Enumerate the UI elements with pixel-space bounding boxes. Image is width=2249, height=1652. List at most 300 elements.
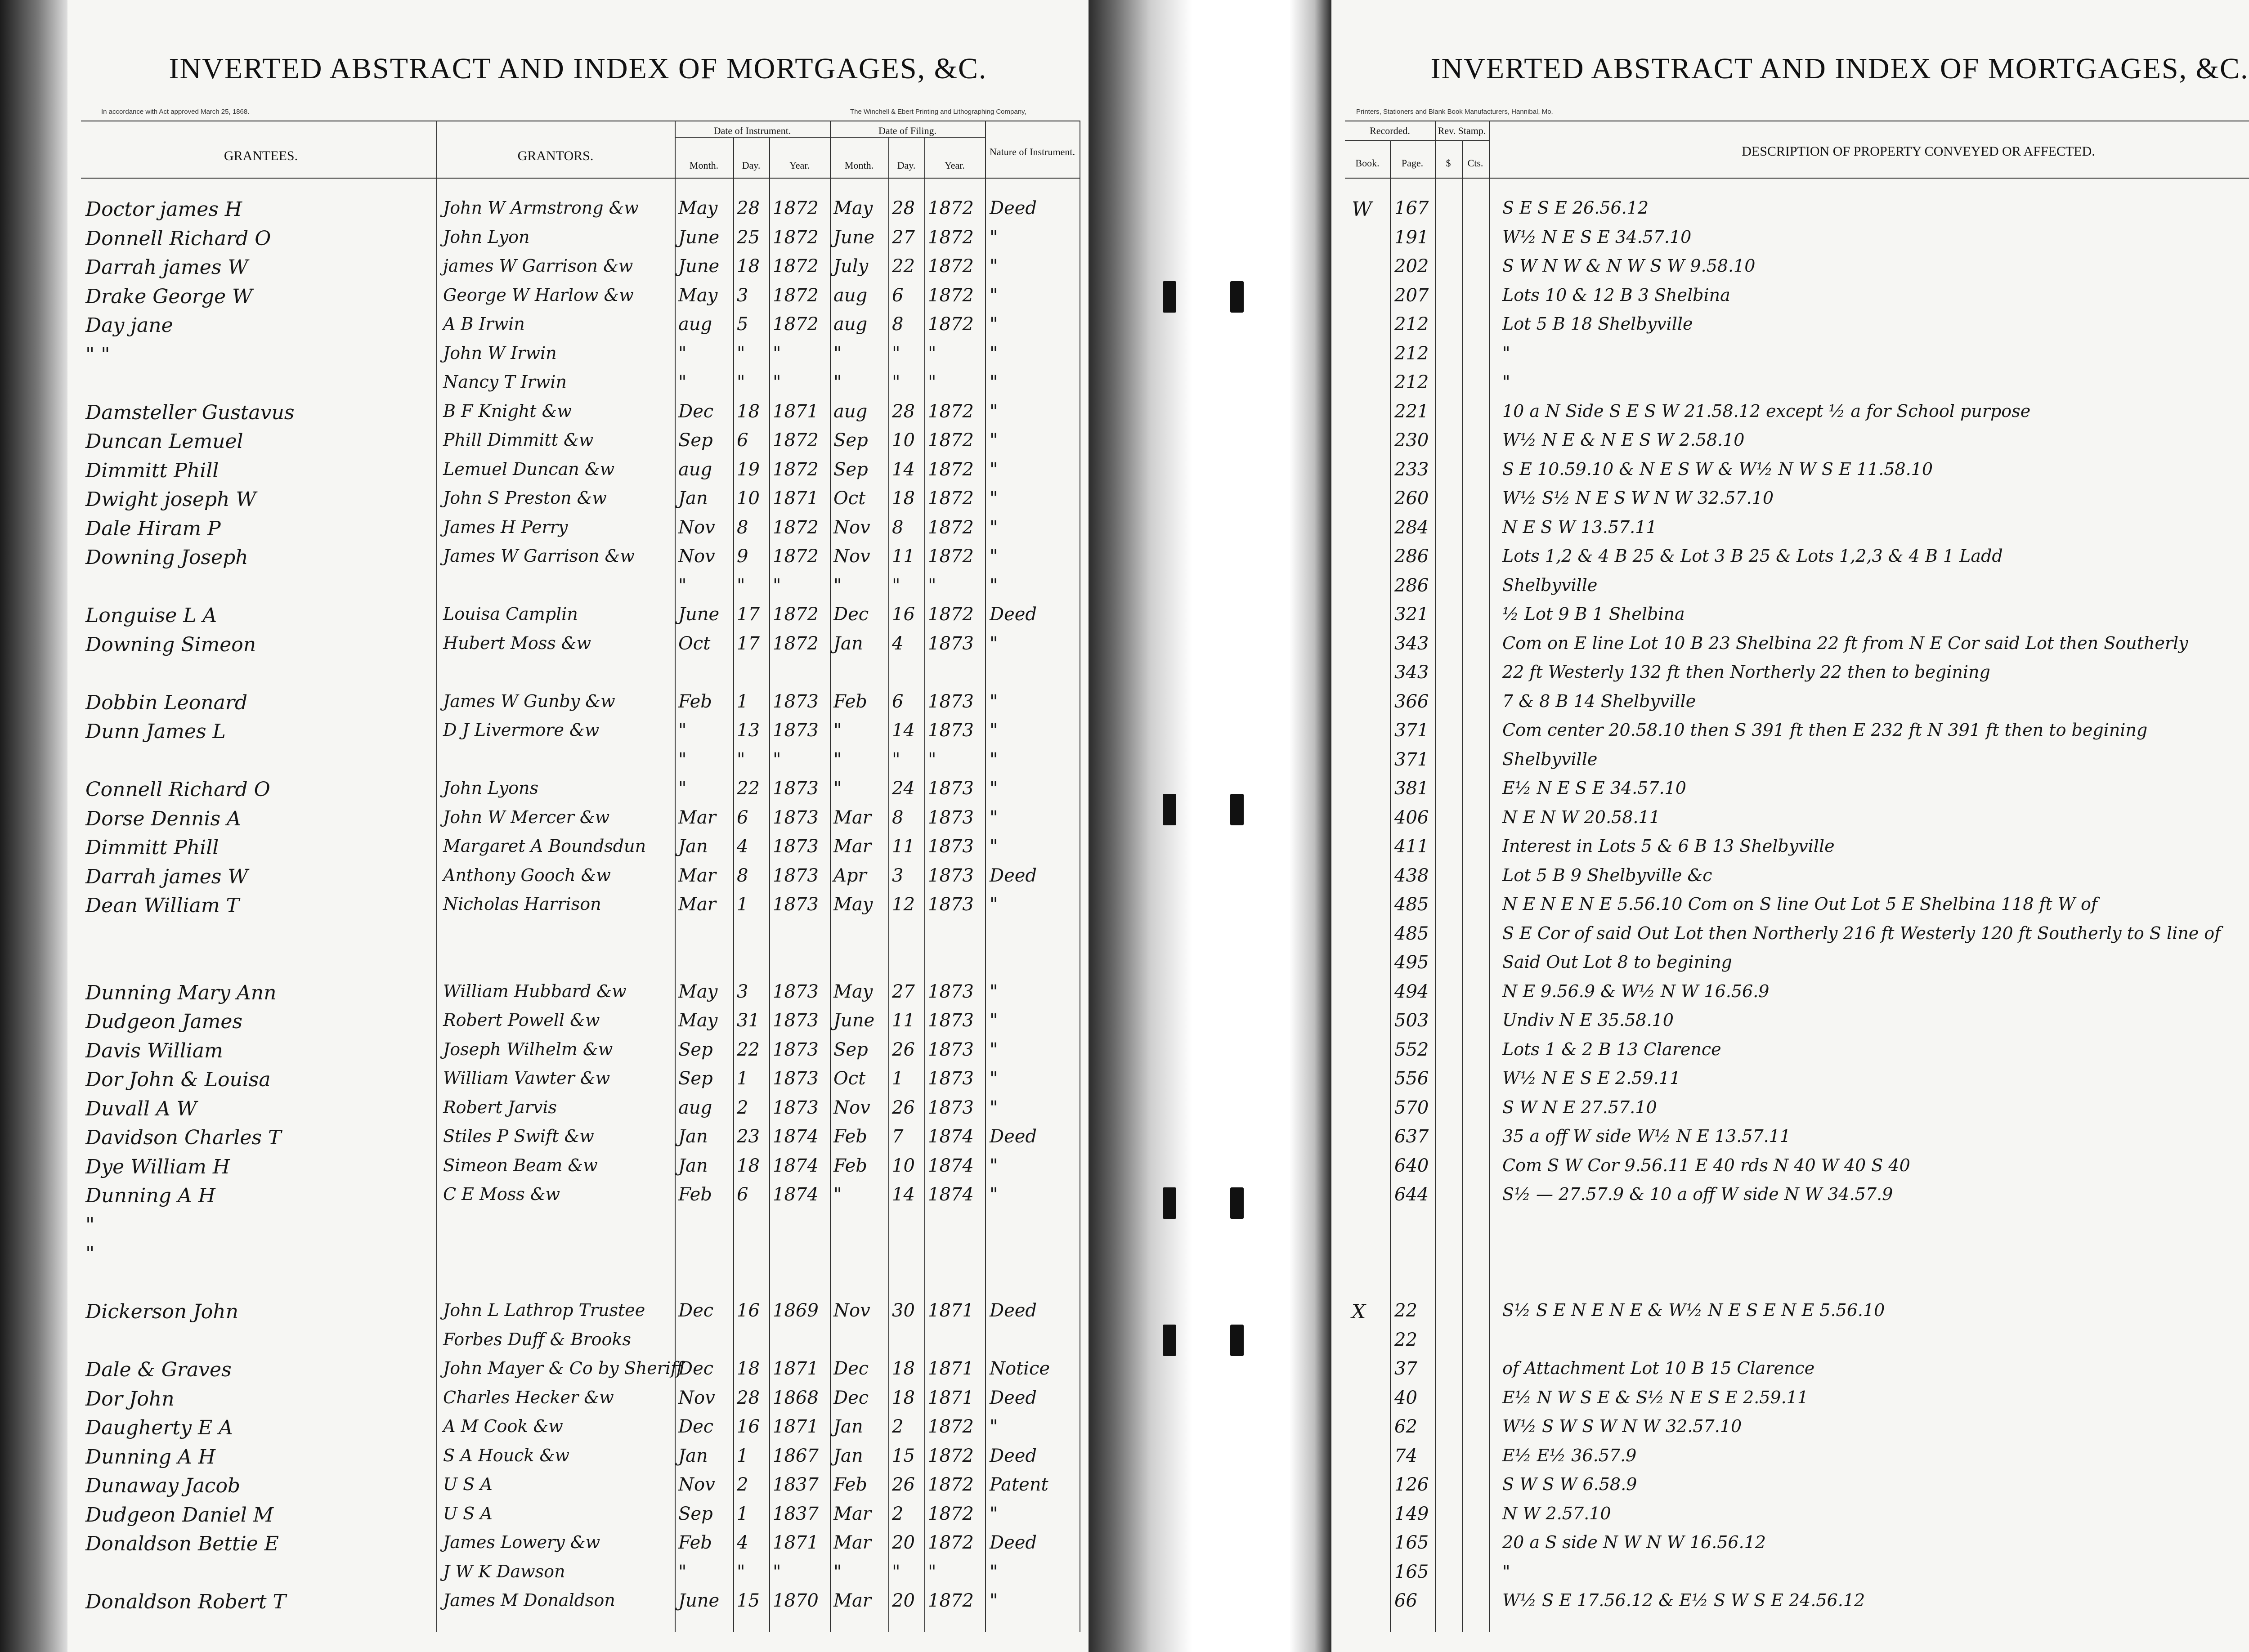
cell-fy: 1872 [928, 314, 974, 335]
cell-desc: of Attachment Lot 10 B 15 Clarence [1502, 1358, 1815, 1378]
cell-nature: " [990, 1590, 998, 1611]
cell-iy: 1872 [773, 227, 819, 248]
cell-im: Mar [678, 807, 716, 828]
cell-iy: 1873 [773, 1010, 819, 1031]
cell-page: 321 [1394, 604, 1429, 625]
cell-id: 19 [737, 459, 760, 480]
cell-grantee: Dunning Mary Ann [85, 981, 277, 1004]
col-header-page: Page. [1401, 157, 1424, 169]
cell-grantee: Davidson Charles T [85, 1126, 282, 1149]
cell-im: " [678, 343, 687, 364]
col-header-month: Month. [844, 160, 874, 171]
cell-fd: 14 [892, 459, 915, 480]
cell-nature: Deed [990, 604, 1037, 625]
cell-iy: 1872 [773, 546, 819, 567]
cell-nature: " [990, 314, 998, 335]
cell-desc: Undiv N E 35.58.10 [1502, 1010, 1674, 1030]
column-rule [888, 137, 889, 1632]
cell-grantor: John W Mercer &w [443, 807, 610, 827]
cell-page: 411 [1394, 836, 1429, 857]
column-rule [769, 137, 770, 1632]
cell-im: June [678, 227, 720, 248]
cell-page: 212 [1394, 314, 1429, 335]
cell-grantee: Dye William H [85, 1155, 230, 1178]
cell-fm: Sep [833, 459, 868, 480]
cell-im: " [678, 1561, 687, 1582]
column-rule [1462, 140, 1463, 1632]
cell-page: 202 [1394, 256, 1429, 277]
cell-id: " [737, 749, 745, 770]
cell-fm: Oct [833, 488, 866, 509]
cell-desc: Lot 5 B 9 Shelbyville &c [1502, 865, 1712, 885]
cell-nature: " [990, 633, 998, 654]
cell-iy: 1871 [773, 401, 819, 422]
cell-im: Nov [678, 546, 715, 567]
cell-fy: " [928, 343, 936, 364]
column-rule [985, 121, 986, 1632]
cell-fd: 26 [892, 1474, 915, 1495]
cell-fy: 1872 [928, 1590, 974, 1611]
cell-iy: 1872 [773, 517, 819, 538]
cell-id: 16 [737, 1300, 760, 1321]
cell-grantee: Dale & Graves [85, 1358, 232, 1381]
cell-desc: N E 9.56.9 & W½ N W 16.56.9 [1502, 981, 1770, 1001]
cell-fd: 11 [892, 1010, 915, 1031]
cell-iy: 1873 [773, 981, 819, 1002]
cell-grantor: William Hubbard &w [443, 981, 627, 1001]
cell-fm: May [833, 198, 873, 219]
cell-grantee: Downing Joseph [85, 546, 248, 569]
cell-fm: Dec [833, 1358, 869, 1379]
cell-page: 212 [1394, 372, 1429, 393]
cell-desc: Shelbyville [1502, 575, 1598, 595]
cell-page: 62 [1394, 1416, 1417, 1437]
cell-fm: Mar [833, 836, 871, 857]
cell-im: June [678, 604, 720, 625]
cell-fd: 4 [892, 633, 904, 654]
cell-desc: W½ S½ N E S W N W 32.57.10 [1502, 488, 1774, 508]
cell-desc: S E S E 26.56.12 [1502, 198, 1649, 218]
cell-grantee: Dunning A H [85, 1445, 215, 1468]
cell-fd: 6 [892, 285, 904, 306]
right-ledger-page [1331, 0, 2249, 1652]
cell-desc: S W N E 27.57.10 [1502, 1097, 1657, 1117]
cell-fy: 1872 [928, 604, 974, 625]
cell-im: aug [678, 459, 712, 480]
cell-desc: N E S W 13.57.11 [1502, 517, 1657, 537]
cell-fd: 11 [892, 546, 915, 567]
cell-iy: 1873 [773, 1068, 819, 1089]
cell-fm: " [833, 575, 842, 596]
cell-grantor: U S A [443, 1503, 493, 1523]
cell-grantor: Charles Hecker &w [443, 1387, 614, 1407]
cell-nature: " [990, 227, 998, 248]
cell-iy: 1873 [773, 865, 819, 886]
cell-fy: 1872 [928, 488, 974, 509]
cell-fm: May [833, 981, 873, 1002]
cell-page: 406 [1394, 807, 1429, 828]
cell-im: Dec [678, 1358, 714, 1379]
cell-desc: N E N W 20.58.11 [1502, 807, 1660, 827]
binding-shadow-left [1089, 0, 1192, 1652]
cell-fd: 8 [892, 807, 904, 828]
cell-id: 9 [737, 546, 748, 567]
cell-iy: 1873 [773, 691, 819, 712]
column-rule [924, 137, 925, 1632]
cell-grantor: Anthony Gooch &w [443, 865, 611, 885]
cell-fd: 24 [892, 778, 915, 799]
cell-page: 191 [1394, 227, 1429, 248]
cell-grantor: James W Gunby &w [443, 691, 615, 711]
cell-fy: 1871 [928, 1300, 974, 1321]
cell-desc: E½ E½ 36.57.9 [1502, 1445, 1637, 1465]
cell-iy: 1868 [773, 1387, 819, 1408]
cell-fd: 7 [892, 1126, 904, 1147]
cell-im: " [678, 749, 687, 770]
cell-iy: 1871 [773, 1358, 819, 1379]
cell-fy: 1872 [928, 546, 974, 567]
cell-im: Dec [678, 1300, 714, 1321]
cell-fy: 1872 [928, 1503, 974, 1524]
cell-desc: Lots 10 & 12 B 3 Shelbina [1502, 285, 1730, 305]
binder-hole [1163, 1325, 1176, 1356]
col-header-rev-stamp: Rev. Stamp. [1438, 125, 1486, 136]
cell-fm: Feb [833, 1126, 867, 1147]
cell-fy: " [928, 372, 936, 393]
cell-fm: " [833, 1561, 842, 1582]
cell-id: 1 [737, 1503, 748, 1524]
cell-page: 212 [1394, 343, 1429, 364]
cell-fm: Jan [833, 633, 863, 654]
cell-id: 28 [737, 1387, 760, 1408]
cell-nature: Deed [990, 1300, 1037, 1321]
cell-desc: Lots 1 & 2 B 13 Clarence [1502, 1039, 1721, 1059]
cell-page: 644 [1394, 1184, 1429, 1205]
cell-im: May [678, 285, 718, 306]
cell-page: 485 [1394, 923, 1429, 944]
cell-fm: " [833, 720, 842, 741]
cell-im: Feb [678, 1184, 712, 1205]
cell-id: 16 [737, 1416, 760, 1437]
cell-fm: Oct [833, 1068, 866, 1089]
cell-nature: " [990, 720, 998, 741]
cell-fd: 12 [892, 894, 915, 915]
cell-page: 343 [1394, 633, 1429, 654]
column-rule [1390, 140, 1391, 1632]
cell-grantee: Damsteller Gustavus [85, 401, 295, 424]
cell-fy: 1874 [928, 1155, 974, 1176]
cell-grantor: James H Perry [443, 517, 568, 537]
cell-nature: " [990, 575, 998, 596]
cell-fd: 10 [892, 430, 915, 451]
cell-fm: Jan [833, 1416, 863, 1437]
cell-desc: W½ S W S W N W 32.57.10 [1502, 1416, 1742, 1436]
scan-edge-left [0, 0, 67, 1652]
cell-fy: 1873 [928, 1010, 974, 1031]
cell-desc: E½ N E S E 34.57.10 [1502, 778, 1686, 798]
cell-grantee: Dimmitt Phill [85, 836, 219, 859]
cell-fm: Nov [833, 517, 870, 538]
cell-grantor: John S Preston &w [443, 488, 607, 508]
cell-nature: Deed [990, 198, 1037, 219]
cell-grantor: Simeon Beam &w [443, 1155, 598, 1175]
cell-grantee: Dunning A H [85, 1184, 215, 1207]
cell-id: 28 [737, 198, 760, 219]
cell-im: Sep [678, 1503, 713, 1524]
cell-nature: " [990, 1039, 998, 1060]
cell-iy: 1871 [773, 488, 819, 509]
cell-id: 18 [737, 1358, 760, 1379]
cell-fy: 1873 [928, 836, 974, 857]
cell-fd: " [892, 1561, 900, 1582]
cell-desc: Com center 20.58.10 then S 391 ft then E 232 ft N 391 ft then to begining [1502, 720, 2148, 740]
cell-id: 18 [737, 256, 760, 277]
cell-grantee: Day jane [85, 314, 173, 337]
cell-im: aug [678, 1097, 712, 1118]
cell-grantor: Robert Jarvis [443, 1097, 557, 1117]
cell-im: " [678, 720, 687, 741]
cell-grantor: A B Irwin [443, 314, 525, 334]
cell-id: 15 [737, 1590, 760, 1611]
cell-page: 552 [1394, 1039, 1429, 1060]
cell-page: 165 [1394, 1532, 1429, 1553]
cell-grantor: U S A [443, 1474, 493, 1494]
cell-nature: Notice [990, 1358, 1050, 1379]
cell-nature: " [990, 372, 998, 393]
cell-desc: 7 & 8 B 14 Shelbyville [1502, 691, 1696, 711]
cell-fm: Mar [833, 1503, 871, 1524]
cell-id: " [737, 372, 745, 393]
cell-im: Nov [678, 1387, 715, 1408]
cell-page: 556 [1394, 1068, 1429, 1089]
column-rule [830, 121, 831, 1632]
cell-desc: W½ N E S E 2.59.11 [1502, 1068, 1681, 1088]
cell-id: 13 [737, 720, 760, 741]
cell-fd: 14 [892, 1184, 915, 1205]
cell-id: 17 [737, 604, 760, 625]
binder-hole [1230, 1325, 1244, 1356]
cell-iy: 1872 [773, 633, 819, 654]
cell-grantor: Forbes Duff & Brooks [443, 1329, 631, 1349]
cell-desc: 35 a off W side W½ N E 13.57.11 [1502, 1126, 1791, 1146]
cell-iy: " [773, 575, 781, 596]
cell-iy: 1871 [773, 1416, 819, 1437]
cell-grantor: J W K Dawson [443, 1561, 565, 1581]
cell-id: 10 [737, 488, 760, 509]
column-rule [675, 121, 676, 1632]
cell-nature: Deed [990, 1445, 1037, 1466]
cell-fd: " [892, 749, 900, 770]
cell-grantee: Dudgeon Daniel M [85, 1503, 273, 1527]
cell-iy: " [773, 343, 781, 364]
cell-fy: 1872 [928, 430, 974, 451]
binder-hole [1163, 794, 1176, 825]
cell-iy: 1873 [773, 778, 819, 799]
cell-fm: Apr [833, 865, 867, 886]
cell-fd: 20 [892, 1532, 915, 1553]
cell-page: 126 [1394, 1474, 1429, 1495]
cell-grantor: Hubert Moss &w [443, 633, 591, 653]
cell-desc: N E N E N E 5.56.10 Com on S line Out Lot 5 E Shelbina 118 ft W of [1502, 894, 2097, 914]
cell-grantor: William Vawter &w [443, 1068, 610, 1088]
cell-page: 371 [1394, 720, 1429, 741]
cell-fy: 1872 [928, 1445, 974, 1466]
rule [81, 178, 1080, 179]
cell-im: Sep [678, 1068, 713, 1089]
cell-page: 503 [1394, 1010, 1429, 1031]
col-header-description: DESCRIPTION OF PROPERTY CONVEYED OR AFFECTED. [1742, 144, 2095, 159]
cell-grantee: " [85, 1242, 95, 1265]
cell-grantor: Phill Dimmitt &w [443, 430, 594, 450]
cell-iy: 1873 [773, 720, 819, 741]
cell-fd: 30 [892, 1300, 915, 1321]
cell-fm: Feb [833, 1155, 867, 1176]
cell-id: 6 [737, 430, 748, 451]
binder-hole [1163, 281, 1176, 313]
page-title: INVERTED ABSTRACT AND INDEX OF MORTGAGES, &C. [1430, 52, 2249, 85]
col-header-cents: Cts. [1467, 157, 1483, 169]
cell-page: 167 [1394, 198, 1429, 219]
cell-desc: S W N W & N W S W 9.58.10 [1502, 256, 1756, 276]
cell-id: 8 [737, 865, 748, 886]
cell-grantor: Margaret A Boundsdun [443, 836, 646, 856]
cell-fy: 1873 [928, 1068, 974, 1089]
cell-page: 381 [1394, 778, 1429, 799]
cell-desc: S½ — 27.57.9 & 10 a off W side N W 34.57.9 [1502, 1184, 1893, 1204]
cell-fy: 1873 [928, 807, 974, 828]
cell-page: 149 [1394, 1503, 1429, 1524]
cell-nature: Deed [990, 1387, 1037, 1408]
cell-grantee: Donaldson Bettie E [85, 1532, 279, 1555]
cell-grantor: Stiles P Swift &w [443, 1126, 594, 1146]
column-rule [733, 137, 734, 1632]
cell-book: W [1352, 198, 1372, 221]
cell-grantee: Drake George W [85, 285, 253, 308]
cell-id: 6 [737, 807, 748, 828]
cell-fm: Feb [833, 691, 867, 712]
cell-fy: 1873 [928, 981, 974, 1002]
cell-id: 2 [737, 1097, 748, 1118]
cell-iy: 1872 [773, 604, 819, 625]
cell-im: Sep [678, 1039, 713, 1060]
cell-fy: " [928, 1561, 936, 1582]
cell-nature: Patent [990, 1474, 1048, 1495]
cell-page: 22 [1394, 1329, 1417, 1350]
cell-page: 366 [1394, 691, 1429, 712]
cell-fy: 1872 [928, 1474, 974, 1495]
cell-id: 3 [737, 285, 748, 306]
cell-page: 343 [1394, 662, 1429, 683]
left-ledger-page [67, 0, 1089, 1652]
cell-page: 485 [1394, 894, 1429, 915]
cell-desc: " [1502, 1561, 1510, 1581]
cell-id: 1 [737, 894, 748, 915]
cell-desc: " [1502, 372, 1510, 392]
cell-fy: " [928, 749, 936, 770]
cell-desc: Com S W Cor 9.56.11 E 40 rds N 40 W 40 S 40 [1502, 1155, 1910, 1175]
cell-fy: 1872 [928, 285, 974, 306]
cell-grantee: " [85, 1213, 95, 1236]
cell-fd: 10 [892, 1155, 915, 1176]
cell-grantor: George W Harlow &w [443, 285, 634, 305]
cell-fd: " [892, 372, 900, 393]
cell-im: Dec [678, 1416, 714, 1437]
col-header-dollars: $ [1446, 157, 1451, 169]
cell-im: " [678, 778, 687, 799]
cell-desc: S E 10.59.10 & N E S W & W½ N W S E 11.58.10 [1502, 459, 1933, 479]
cell-grantor: John Lyon [443, 227, 530, 247]
cell-desc: Interest in Lots 5 & 6 B 13 Shelbyville [1502, 836, 1835, 856]
cell-nature: " [990, 807, 998, 828]
cell-iy: 1872 [773, 285, 819, 306]
cell-fm: " [833, 1184, 842, 1205]
cell-iy: 1873 [773, 1039, 819, 1060]
cell-grantee: Dwight joseph W [85, 488, 256, 511]
cell-page: 74 [1394, 1445, 1417, 1466]
cell-desc: 22 ft Westerly 132 ft then Northerly 22 then to begining [1502, 662, 1990, 682]
cell-fm: Nov [833, 1300, 870, 1321]
cell-page: 165 [1394, 1561, 1429, 1582]
cell-im: Mar [678, 894, 716, 915]
cell-fy: 1872 [928, 517, 974, 538]
cell-grantee: Davis William [85, 1039, 223, 1062]
cell-id: 4 [737, 1532, 748, 1553]
cell-iy: 1873 [773, 894, 819, 915]
cell-id: 1 [737, 691, 748, 712]
cell-iy: " [773, 749, 781, 770]
cell-id: 8 [737, 517, 748, 538]
cell-grantee: Darrah james W [85, 256, 248, 279]
cell-im: Nov [678, 517, 715, 538]
cell-fd: 2 [892, 1503, 904, 1524]
cell-nature: " [990, 546, 998, 567]
binder-hole [1163, 1187, 1176, 1219]
cell-fm: " [833, 343, 842, 364]
cell-iy: " [773, 1561, 781, 1582]
cell-grantor: John L Lathrop Trustee [443, 1300, 645, 1320]
cell-id: " [737, 575, 745, 596]
cell-desc: W½ S E 17.56.12 & E½ S W S E 24.56.12 [1502, 1590, 1865, 1610]
cell-grantor: D J Livermore &w [443, 720, 600, 740]
column-rule [1489, 121, 1490, 1632]
cell-fd: 18 [892, 1387, 915, 1408]
cell-fd: " [892, 343, 900, 364]
cell-grantor: John W Irwin [443, 343, 557, 363]
cell-iy: 1872 [773, 314, 819, 335]
cell-page: 438 [1394, 865, 1429, 886]
cell-page: 221 [1394, 401, 1429, 422]
cell-im: Dec [678, 401, 714, 422]
cell-iy: " [773, 372, 781, 393]
cell-fm: Mar [833, 807, 871, 828]
cell-fy: 1872 [928, 1532, 974, 1553]
cell-page: 286 [1394, 546, 1429, 567]
cell-iy: 1837 [773, 1503, 819, 1524]
cell-nature: " [990, 1010, 998, 1031]
cell-page: 284 [1394, 517, 1429, 538]
cell-iy: 1874 [773, 1155, 819, 1176]
cell-page: 286 [1394, 575, 1429, 596]
cell-fy: 1872 [928, 227, 974, 248]
cell-fm: " [833, 778, 842, 799]
col-header-day: Day. [897, 160, 916, 171]
cell-fd: 16 [892, 604, 915, 625]
cell-im: " [678, 372, 687, 393]
cell-im: May [678, 198, 718, 219]
cell-id: 18 [737, 401, 760, 422]
imprint-note: In accordance with Act approved March 25, 1868. [101, 108, 250, 116]
cell-desc: Com on E line Lot 10 B 23 Shelbina 22 ft from N E Cor said Lot then Southerly [1502, 633, 2188, 653]
